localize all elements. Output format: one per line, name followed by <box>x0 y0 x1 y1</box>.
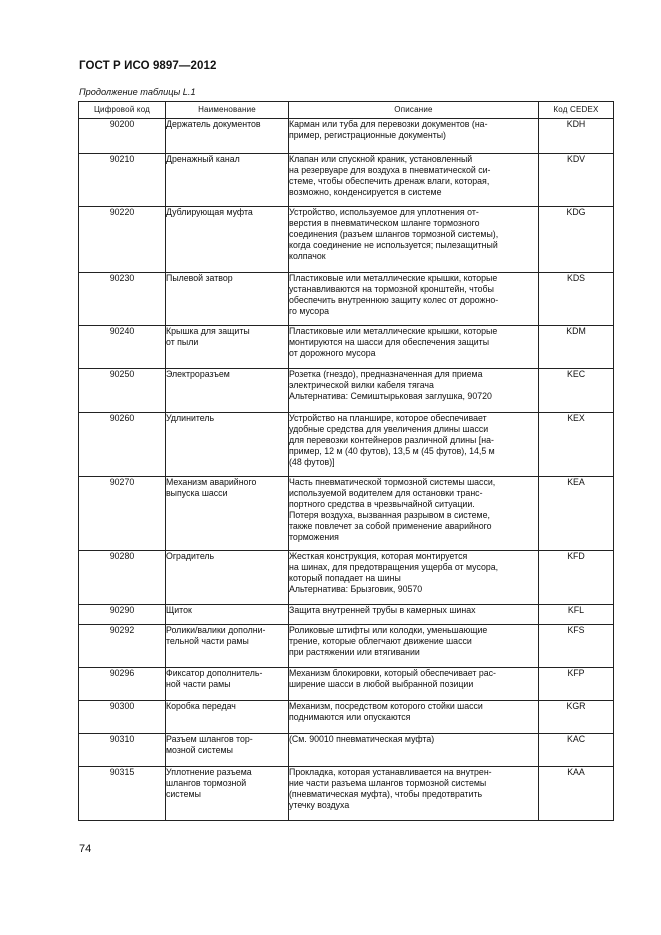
cell-cedex: KDS <box>539 273 614 326</box>
cell-cedex: KDV <box>539 154 614 207</box>
codes-table <box>78 101 614 821</box>
cell-code: 90290 <box>79 605 166 625</box>
cell-name <box>166 767 289 821</box>
cell-description <box>289 477 539 551</box>
cell-description-line: электрической вилки кабеля тягача <box>289 379 434 390</box>
cell-description-line: возможно, конденсируется в системе <box>289 186 442 197</box>
cell-description <box>289 413 539 477</box>
cell-description <box>289 326 539 369</box>
cell-description-line: верстия в пневматическом шланге тормозного <box>289 217 480 228</box>
cell-description-line: Часть пневматической тормозной системы шасси, <box>289 477 496 487</box>
cell-description-line: удобные средства для увеличения длины шасси <box>289 423 489 434</box>
cell-name-line: выпуска шасси <box>166 487 228 498</box>
cell-cedex: KAA <box>539 767 614 821</box>
cell-name-line: системы <box>166 788 201 799</box>
cell-description-line: ние части разъема шлангов тормозной системы <box>289 777 487 788</box>
cell-name-line: Крышка для защиты <box>166 326 250 336</box>
cell-cedex: KEC <box>539 369 614 413</box>
cell-description-line: Альтернатива: Семиштырьковая заглушка, 90720 <box>289 390 492 401</box>
cell-name <box>166 273 289 326</box>
table-row <box>79 701 614 734</box>
cell-description-line: также повлечет за собой применение аварийного <box>289 520 492 531</box>
table-row <box>79 273 614 326</box>
table-row <box>79 734 614 767</box>
cell-cedex: KDH <box>539 119 614 154</box>
cell-cedex: KEA <box>539 477 614 551</box>
cell-name-line: Механизм аварийного <box>166 477 257 487</box>
cell-description-line: Устройство на планшире, которое обеспечивает <box>289 413 487 423</box>
cell-description-line: устанавливаются на тормозной кронштейн, чтобы <box>289 283 494 294</box>
cell-description-line: Защита внутренней трубы в камерных шинах <box>289 605 476 615</box>
table-row <box>79 668 614 701</box>
table-caption: Продолжение таблицы L.1 <box>79 87 196 97</box>
document-header: ГОСТ Р ИСО 9897—2012 <box>79 60 217 72</box>
cell-description-line: го мусора <box>289 305 329 316</box>
cell-description-line: пример, 12 м (40 футов), 13,5 м (45 футов), 14,5 м <box>289 445 495 456</box>
cell-name <box>166 369 289 413</box>
cell-description-line: используемой водителем для остановки транс- <box>289 487 483 498</box>
cell-description-line: при растяжении или втягивании <box>289 646 420 657</box>
cell-code: 90280 <box>79 551 166 605</box>
table-row <box>79 605 614 625</box>
cell-description-line: Потеря воздуха, вызванная разрывом в системе, <box>289 509 490 520</box>
table-row <box>79 207 614 273</box>
table-body <box>79 119 614 821</box>
cell-name <box>166 119 289 154</box>
cell-name-line: Фиксатор дополнитель- <box>166 668 263 678</box>
cell-name <box>166 625 289 668</box>
cell-code: 90270 <box>79 477 166 551</box>
cell-description <box>289 119 539 154</box>
cell-description-line: стеме, чтобы обеспечить дренаж влаги, которая, <box>289 175 490 186</box>
cell-name-line: Удлинитель <box>166 413 215 423</box>
cell-description <box>289 369 539 413</box>
cell-description-line: на резервуаре для воздуха в пневматической си- <box>289 164 491 175</box>
column-header-cedex: Код CEDEX <box>539 102 614 119</box>
cell-name <box>166 701 289 734</box>
cell-description-line: ширение шасси в любой выбранной позиции <box>289 678 474 689</box>
cell-name-line: Коробка передач <box>166 701 236 711</box>
cell-name-line: Ролики/валики дополни- <box>166 625 266 635</box>
cell-description-line: Карман или туба для перевозки документов (на- <box>289 119 488 129</box>
cell-code: 90220 <box>79 207 166 273</box>
cell-code: 90250 <box>79 369 166 413</box>
cell-description-line: Механизм блокировки, который обеспечивает рас- <box>289 668 496 678</box>
cell-code: 90292 <box>79 625 166 668</box>
cell-cedex: KFP <box>539 668 614 701</box>
cell-description-line: для перевозки контейнеров различной длины [на- <box>289 434 494 445</box>
cell-code: 90230 <box>79 273 166 326</box>
cell-cedex: KDM <box>539 326 614 369</box>
cell-description-line: обеспечить внутреннюю защиту колес от дорожно- <box>289 294 499 305</box>
cell-cedex: KFS <box>539 625 614 668</box>
cell-name-line: от пыли <box>166 336 199 347</box>
cell-description-line: Роликовые штифты или колодки, уменьшающие <box>289 625 488 635</box>
page-number: 74 <box>79 843 92 855</box>
column-header-description: Описание <box>289 102 539 119</box>
cell-description-line: (См. 90010 пневматическая муфта) <box>289 734 435 744</box>
cell-description <box>289 207 539 273</box>
cell-cedex: KDG <box>539 207 614 273</box>
table-row <box>79 477 614 551</box>
table-row <box>79 767 614 821</box>
cell-description-line: соединения (разъем шлангов тормозной системы), <box>289 228 499 239</box>
cell-code: 90260 <box>79 413 166 477</box>
cell-cedex: KFL <box>539 605 614 625</box>
table-row <box>79 154 614 207</box>
cell-name-line: Уплотнение разъема <box>166 767 252 777</box>
cell-description-line: (пневматическая муфта), чтобы предотвратить <box>289 788 483 799</box>
cell-description <box>289 734 539 767</box>
cell-description-line: поднимаются или опускаются <box>289 711 411 722</box>
cell-name <box>166 477 289 551</box>
cell-name-line: мозной системы <box>166 744 233 755</box>
cell-description <box>289 273 539 326</box>
cell-description <box>289 625 539 668</box>
cell-name-line: Оградитель <box>166 551 215 561</box>
cell-cedex: KEX <box>539 413 614 477</box>
cell-description-line: Прокладка, которая устанавливается на внутрен- <box>289 767 492 777</box>
cell-name-line: Дренажный канал <box>166 154 240 164</box>
cell-description-line: Пластиковые или металлические крышки, которые <box>289 326 498 336</box>
cell-code: 90210 <box>79 154 166 207</box>
cell-description-line: Клапан или спускной краник, установленный <box>289 154 473 164</box>
table-row <box>79 326 614 369</box>
cell-description <box>289 668 539 701</box>
cell-description-line: монтируются на шасси для обеспечения защиты <box>289 336 490 347</box>
table-row <box>79 369 614 413</box>
cell-description-line: на шинах, для предотвращения ущерба от мусора, <box>289 561 499 572</box>
cell-name-line: Электроразъем <box>166 369 230 379</box>
table-row <box>79 413 614 477</box>
cell-description <box>289 605 539 625</box>
cell-description-line: Пластиковые или металлические крышки, которые <box>289 273 498 283</box>
cell-description <box>289 154 539 207</box>
cell-code: 90296 <box>79 668 166 701</box>
cell-description-line: Розетка (гнездо), предназначенная для приема <box>289 369 483 379</box>
cell-description-line: когда соединение не используется; пылезащитный <box>289 239 498 250</box>
cell-description <box>289 551 539 605</box>
cell-description-line: пример, регистрационные документы) <box>289 129 446 140</box>
cell-name-line: шлангов тормозной <box>166 777 247 788</box>
cell-name-line: Щиток <box>166 605 192 615</box>
cell-name-line: Пылевой затвор <box>166 273 233 283</box>
cell-description-line: Альтернатива: Брызговик, 90570 <box>289 583 423 594</box>
cell-name-line: ной части рамы <box>166 678 231 689</box>
cell-description-line: колпачок <box>289 250 326 261</box>
column-header-name: Наименование <box>166 102 289 119</box>
cell-description-line: Механизм, посредством которого стойки шасси <box>289 701 483 711</box>
cell-code: 90200 <box>79 119 166 154</box>
cell-name <box>166 551 289 605</box>
cell-name <box>166 413 289 477</box>
cell-name-line: Держатель документов <box>166 119 261 129</box>
cell-description-line: торможения <box>289 531 339 542</box>
cell-name <box>166 605 289 625</box>
table-row <box>79 119 614 154</box>
cell-name <box>166 207 289 273</box>
cell-description <box>289 701 539 734</box>
cell-code: 90310 <box>79 734 166 767</box>
cell-code: 90300 <box>79 701 166 734</box>
cell-description-line: Жесткая конструкция, которая монтируется <box>289 551 468 561</box>
cell-description-line: Устройство, используемое для уплотнения от- <box>289 207 479 217</box>
column-header-code: Цифровой код <box>79 102 166 119</box>
cell-description-line: портного средства в чрезвычайной ситуации. <box>289 498 475 509</box>
cell-description <box>289 767 539 821</box>
cell-cedex: KAC <box>539 734 614 767</box>
cell-description-line: который попадает на шины <box>289 572 401 583</box>
cell-name <box>166 734 289 767</box>
cell-description-line: трение, которые облегчают движение шасси <box>289 635 472 646</box>
cell-code: 90240 <box>79 326 166 369</box>
cell-description-line: (48 футов)] <box>289 456 335 467</box>
cell-cedex: KFD <box>539 551 614 605</box>
cell-cedex: KGR <box>539 701 614 734</box>
cell-name <box>166 668 289 701</box>
cell-name <box>166 154 289 207</box>
cell-name-line: тельной части рамы <box>166 635 249 646</box>
cell-name-line: Дублирующая муфта <box>166 207 253 217</box>
table-row <box>79 625 614 668</box>
table-row <box>79 551 614 605</box>
cell-description-line: от дорожного мусора <box>289 347 376 358</box>
cell-code: 90315 <box>79 767 166 821</box>
cell-name <box>166 326 289 369</box>
cell-name-line: Разъем шлангов тор- <box>166 734 253 744</box>
table-header-row <box>79 102 614 119</box>
cell-description-line: утечку воздуха <box>289 799 350 810</box>
